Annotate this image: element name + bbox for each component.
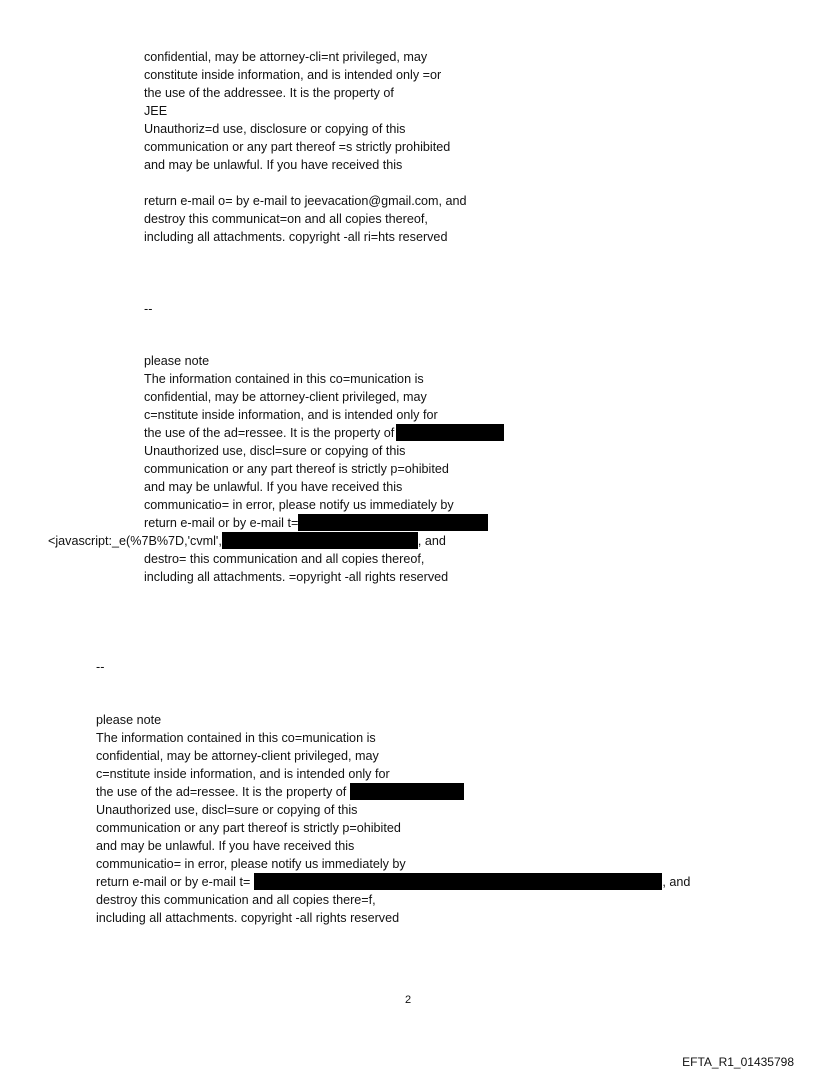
redaction-block (254, 873, 662, 890)
doc-line: communication or any part thereof is strictly p=ohibited (144, 462, 449, 476)
doc-line: The information contained in this co=munication is (96, 731, 376, 745)
doc-line (96, 783, 464, 801)
redaction-block (350, 783, 464, 800)
doc-line: communication or any part thereof is strictly p=ohibited (96, 821, 401, 835)
doc-line: communication or any part thereof =s strictly prohibited (144, 140, 451, 154)
doc-line: destroy this communication and all copies there=f, (96, 893, 376, 907)
doc-line-text: , and (417, 534, 446, 548)
doc-line: destro= this communication and all copies thereof, (144, 552, 425, 566)
doc-line: The information contained in this co=munication is (144, 372, 424, 386)
doc-line: Unauthoriz=d use, disclosure or copying of this (144, 122, 406, 136)
doc-line: confidential, may be attorney-cli=nt privileged, may (144, 50, 428, 64)
redaction-block (396, 424, 504, 441)
doc-line: please note (144, 354, 210, 368)
doc-line: confidential, may be attorney-client privileged, may (96, 749, 379, 763)
doc-line: including all attachments. copyright -all rights reserved (96, 911, 400, 925)
separator: -- (144, 302, 153, 316)
doc-line-text: return e-mail or by e-mail t= (144, 516, 299, 530)
bates-footer: EFTA_R1_01435798 (682, 1055, 794, 1069)
doc-line: confidential, may be attorney-client privileged, may (144, 390, 427, 404)
doc-line: constitute inside information, and is intended only =or (144, 68, 442, 82)
doc-line: JEE (144, 104, 168, 118)
doc-line (48, 532, 446, 550)
doc-line: and may be unlawful. If you have received this (144, 158, 403, 172)
doc-line: including all attachments. copyright -all ri=hts reserved (144, 230, 448, 244)
doc-line: including all attachments. =opyright -all rights reserved (144, 570, 449, 584)
redaction-block (222, 532, 418, 549)
separator: -- (96, 660, 105, 674)
doc-line: Unauthorized use, discl=sure or copying of this (96, 803, 358, 817)
doc-line: destroy this communicat=on and all copies thereof, (144, 212, 428, 226)
doc-line: please note (96, 713, 162, 727)
doc-line (96, 873, 690, 891)
page-number: 2 (404, 994, 412, 1006)
doc-line: and may be unlawful. If you have received this (144, 480, 403, 494)
doc-line-text: <javascript:_e(%7B%7D,'cvml', (48, 534, 222, 548)
doc-line-text: the use of the ad=ressee. It is the property of (144, 426, 395, 440)
doc-line-text: the use of the ad=ressee. It is the property of (96, 785, 347, 799)
doc-line-text: , and (662, 875, 691, 889)
doc-line: c=nstitute inside information, and is intended only for (96, 767, 390, 781)
doc-line (144, 424, 504, 442)
doc-line: and may be unlawful. If you have received this (96, 839, 355, 853)
doc-line: c=nstitute inside information, and is intended only for (144, 408, 438, 422)
doc-line: return e-mail o= by e-mail to jeevacation@gmail.com, and (144, 194, 467, 208)
doc-line: communicatio= in error, please notify us immediately by (96, 857, 406, 871)
doc-line: Unauthorized use, discl=sure or copying of this (144, 444, 406, 458)
doc-line: communicatio= in error, please notify us immediately by (144, 498, 454, 512)
doc-line: the use of the addressee. It is the property of (144, 86, 394, 100)
redaction-block (298, 514, 488, 531)
doc-line (144, 514, 488, 532)
doc-line-text: return e-mail or by e-mail t= (96, 875, 251, 889)
